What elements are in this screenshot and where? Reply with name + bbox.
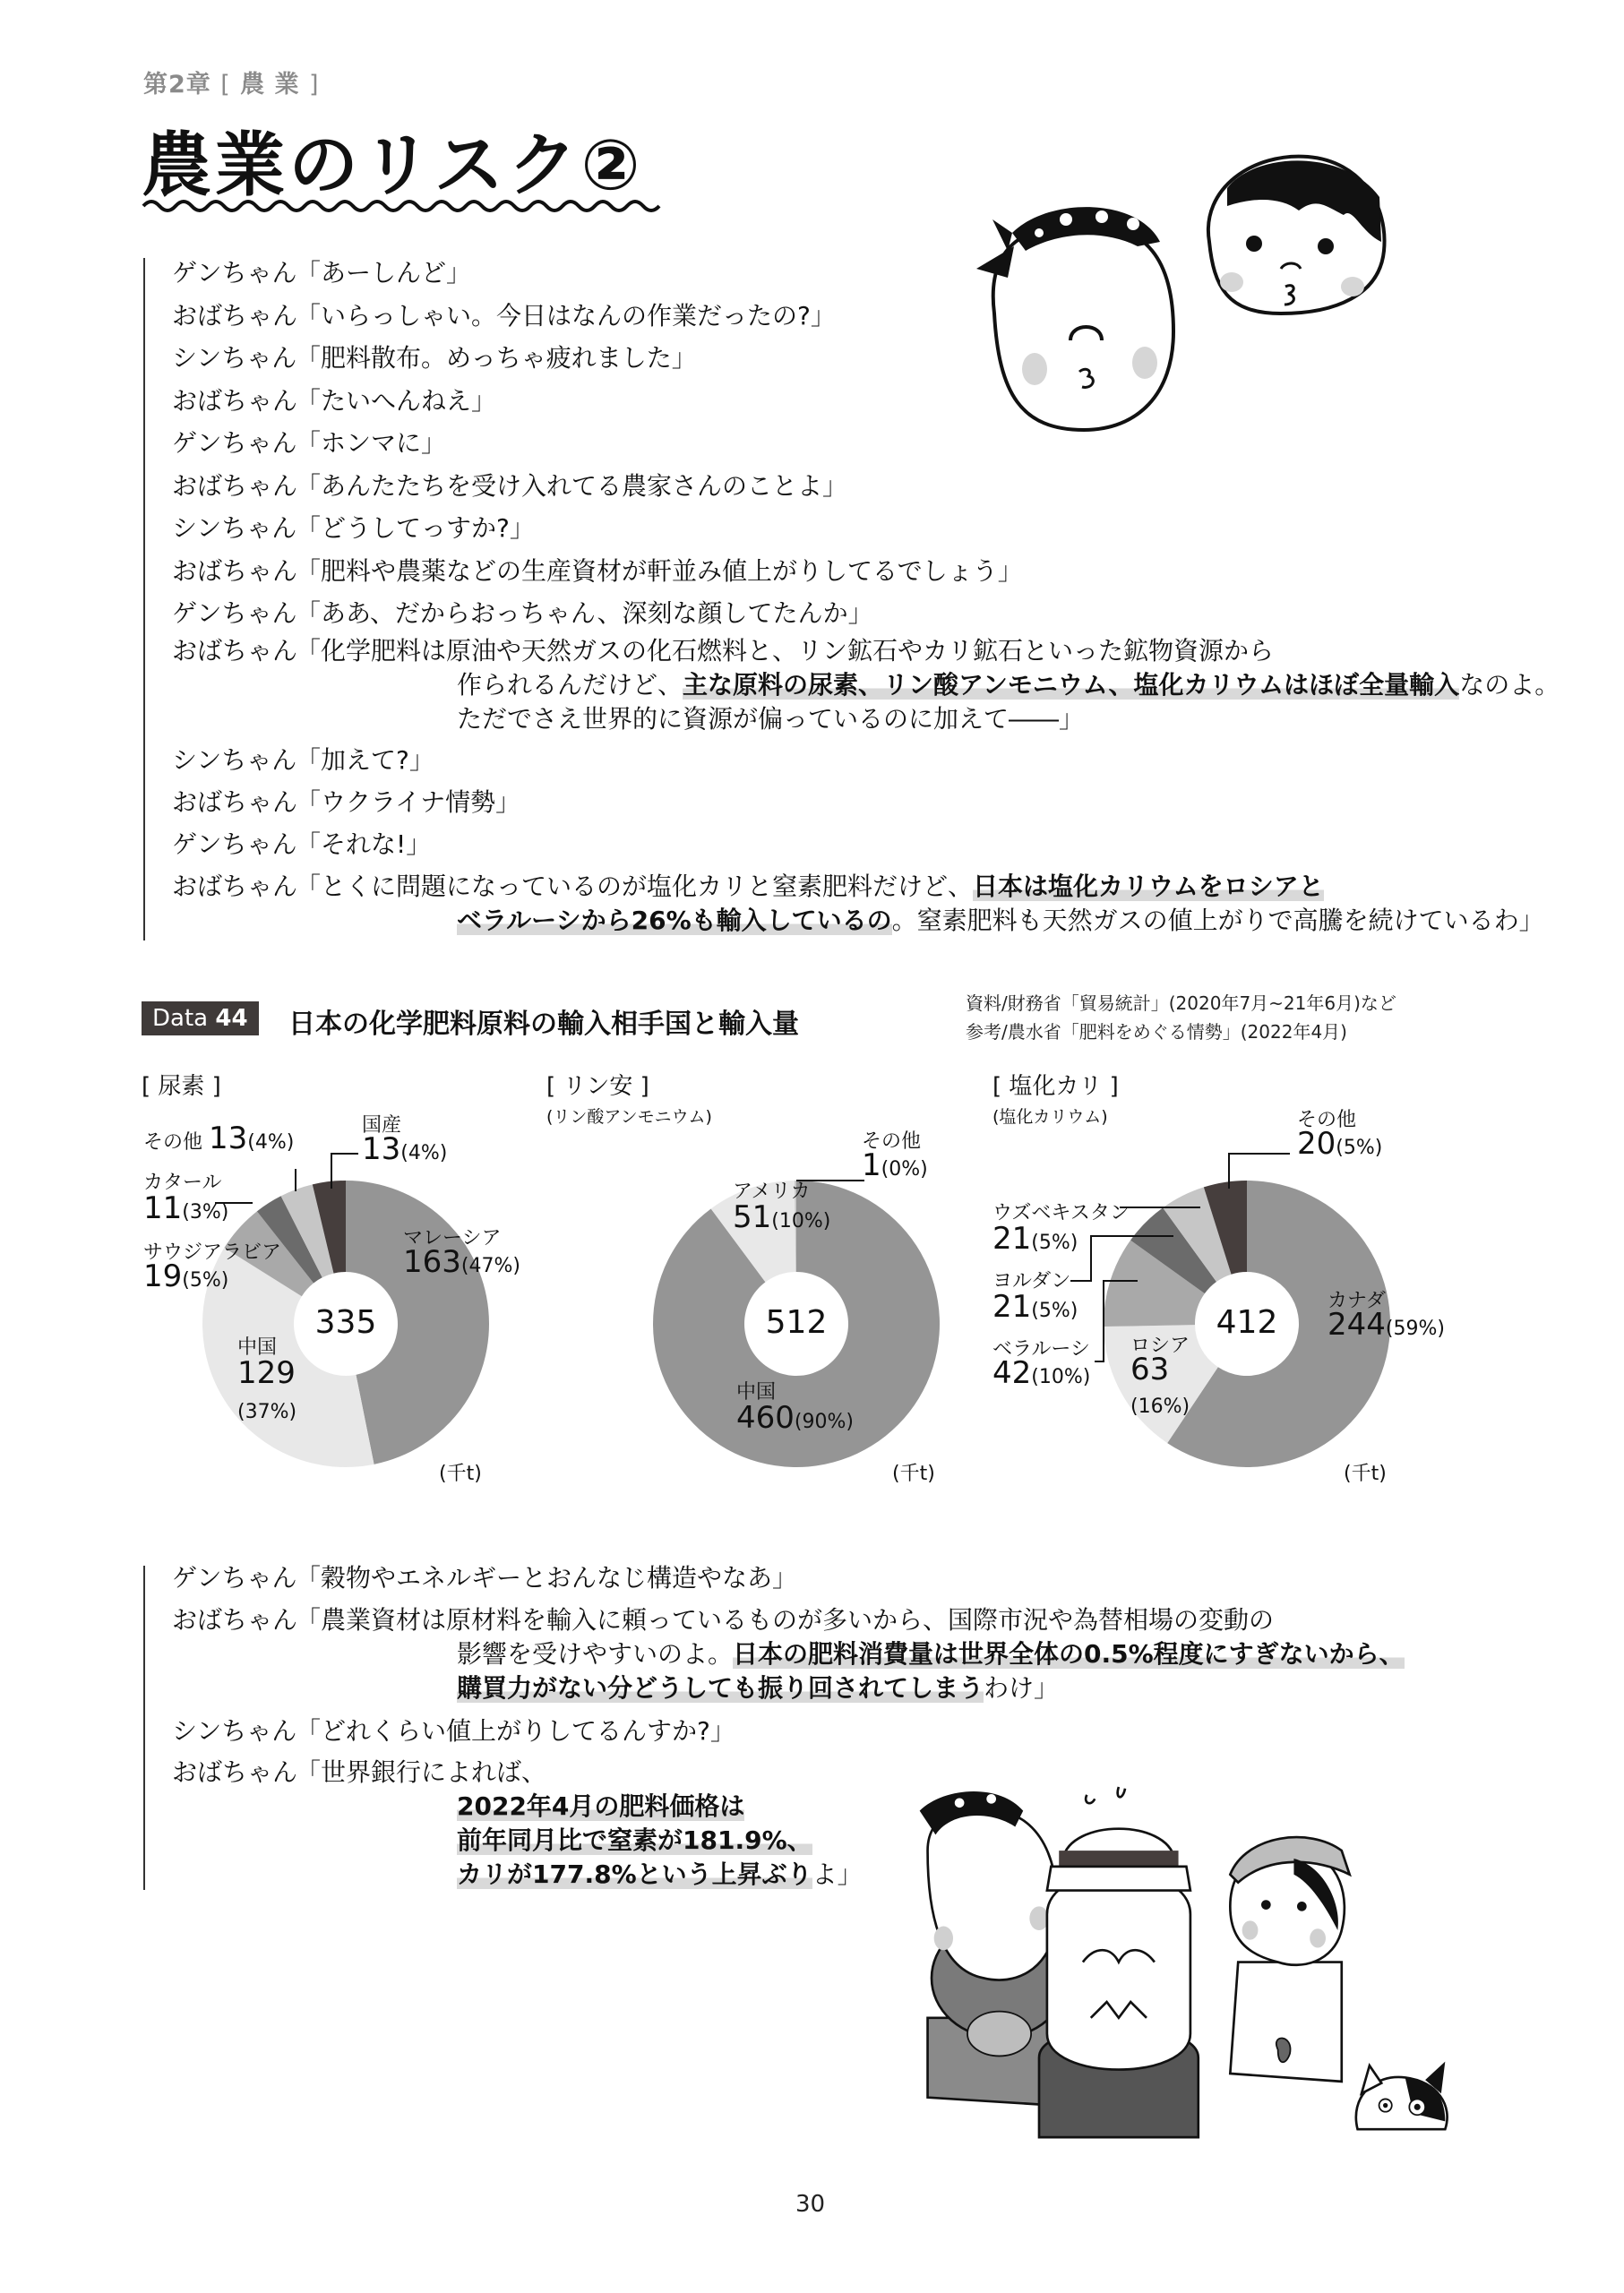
slice-name: その他 bbox=[143, 1131, 203, 1154]
dialogue-line bbox=[172, 829, 431, 860]
dialogue-text: よ」 bbox=[812, 1859, 863, 1889]
unit-label: (千t) bbox=[1344, 1463, 1387, 1485]
dialogue-text: 「ああ、だからおっちゃん、深刻な顔してたんか」 bbox=[296, 598, 873, 628]
slice-percent: (4%) bbox=[247, 1131, 295, 1154]
speaker: おばちゃん bbox=[172, 872, 298, 901]
dialogue-text: 作られるんだけど、 bbox=[457, 670, 683, 700]
slice-value bbox=[992, 1289, 1078, 1325]
dialogue-text: 「とくに問題になっているのが塩化カリと窒素肥料だけど、 bbox=[296, 872, 974, 901]
data-title: 日本の化学肥料原料の輸入相手国と輸入量 bbox=[288, 1009, 799, 1040]
slice-name: マレーシア bbox=[403, 1227, 502, 1250]
speaker: ゲンちゃん bbox=[172, 598, 297, 628]
speaker: おばちゃん bbox=[172, 787, 298, 817]
dialogue-text: 。窒素肥料も天然ガスの値上がりで高騰を続けているわ」 bbox=[891, 906, 1544, 935]
data-source bbox=[966, 989, 1396, 1046]
dialogue-continuation bbox=[457, 1673, 1059, 1704]
slice-percent bbox=[1130, 1396, 1190, 1419]
dialogue-line bbox=[172, 301, 836, 331]
dialogue-text: 「どうしてっすか?」 bbox=[296, 513, 535, 543]
donut-total: 335 bbox=[314, 1304, 377, 1341]
chapter-bracket-close: ] bbox=[308, 71, 320, 99]
speaker: おばちゃん bbox=[172, 385, 298, 416]
emphasis-text: カリが177.8%という上昇ぶり bbox=[457, 1859, 812, 1889]
slice-number: 21 bbox=[992, 1221, 1032, 1257]
dialogue-line bbox=[172, 745, 434, 776]
chart-subtitle: (塩化カリウム) bbox=[992, 1107, 1108, 1127]
dialogue-continuation bbox=[457, 1791, 744, 1822]
slice-percent: (10%) bbox=[771, 1210, 831, 1232]
dialogue-text: 「どれくらい値上がりしてるんすか?」 bbox=[296, 1716, 735, 1746]
unit-label: (千t) bbox=[892, 1463, 935, 1485]
slice-number: 11 bbox=[143, 1190, 183, 1226]
slice-value bbox=[733, 1199, 831, 1235]
slice-percent: (59%) bbox=[1385, 1318, 1445, 1340]
grandpa bbox=[1039, 1787, 1199, 2137]
donut-total: 412 bbox=[1216, 1304, 1278, 1341]
slice-number: 1 bbox=[862, 1147, 881, 1183]
dialogue-line bbox=[172, 258, 471, 288]
speaker: おばちゃん bbox=[172, 636, 298, 666]
speaker: おばちゃん bbox=[172, 1757, 298, 1787]
slice-value bbox=[1297, 1126, 1383, 1162]
slice-percent bbox=[237, 1401, 296, 1424]
dialogue-text: 「世界銀行によれば、 bbox=[296, 1757, 547, 1787]
chapter-bracket-open: [ bbox=[220, 71, 231, 99]
slice-number: 19 bbox=[143, 1258, 183, 1294]
slice-name: カタール bbox=[143, 1172, 222, 1194]
slice-value bbox=[736, 1400, 854, 1436]
dialogue-line bbox=[172, 386, 496, 417]
page-number: 30 bbox=[795, 2191, 826, 2218]
slice-name: ベラルーシ bbox=[992, 1338, 1090, 1361]
speaker: シンちゃん bbox=[172, 745, 297, 775]
dialogue-continuation bbox=[457, 1825, 812, 1856]
slice-value bbox=[143, 1258, 229, 1294]
slice-number: 244 bbox=[1328, 1307, 1386, 1343]
data-badge bbox=[142, 1001, 259, 1035]
slice-value bbox=[1130, 1352, 1170, 1387]
slice-number: 13 bbox=[209, 1121, 248, 1156]
slice-name: アメリカ bbox=[733, 1181, 811, 1203]
dialogue-line bbox=[172, 1563, 797, 1593]
slice-percent: (3%) bbox=[182, 1201, 229, 1224]
slice-name: ロシア bbox=[1130, 1335, 1190, 1357]
slice-percent-text: (37%) bbox=[237, 1401, 297, 1423]
dialogue-continuation bbox=[457, 906, 1544, 936]
emphasis-text: 2022年4月の肥料価格は bbox=[457, 1791, 745, 1821]
dialogue-text: 「肥料散布。めっちゃ疲れました」 bbox=[296, 343, 697, 373]
reference-line: 参考/農水省「肥料をめぐる情勢」(2022年4月) bbox=[966, 1021, 1347, 1043]
dialogue-text: 「化学肥料は原油や天然ガスの化石燃料と、リン鉱石やカリ鉱石といった鉱物資源から bbox=[296, 636, 1275, 666]
slice-percent: (5%) bbox=[1031, 1232, 1078, 1254]
dialogue-line bbox=[172, 428, 446, 459]
chart-title-urea: [ 尿素 ] bbox=[142, 1073, 221, 1100]
speaker: シンちゃん bbox=[172, 1716, 297, 1746]
illustration-farmers bbox=[896, 1756, 1469, 2177]
emphasis-text: 購買力がない分どうしても振り回されてしまう bbox=[457, 1673, 984, 1703]
dialogue-text: 「穀物やエネルギーとおんなじ構造やなあ」 bbox=[296, 1563, 798, 1593]
dialogue-line bbox=[172, 787, 520, 818]
dialogue-text: 「農業資材は原材料を輸入に頼っているものが多いから、国際市況や為替相場の変動の bbox=[296, 1605, 1275, 1635]
dialogue-text: わけ」 bbox=[984, 1673, 1060, 1703]
slice-percent-text: (16%) bbox=[1130, 1396, 1190, 1418]
data-badge-label: Data bbox=[152, 1005, 209, 1032]
emphasis-text: 日本は塩化カリウムをロシアと bbox=[973, 872, 1324, 901]
boy-with-cap bbox=[1230, 1837, 1349, 2082]
dialogue-line bbox=[172, 872, 1324, 902]
speaker: ゲンちゃん bbox=[172, 1563, 297, 1593]
dialogue-line bbox=[172, 556, 1023, 587]
dialogue-text: 「ホンマに」 bbox=[296, 428, 447, 458]
slice-name: サウジアラビア bbox=[143, 1241, 282, 1264]
chart-title-phosphate: [ リン安 ] bbox=[546, 1073, 649, 1100]
dialogue-text: 「肥料や農薬などの生産資材が軒並み値上がりしてるでしょう」 bbox=[296, 555, 1023, 586]
speaker: おばちゃん bbox=[172, 470, 298, 501]
slice-value bbox=[362, 1131, 448, 1167]
slice-percent: (90%) bbox=[794, 1411, 854, 1433]
slice-number: 20 bbox=[1297, 1126, 1336, 1162]
dialogue-line bbox=[172, 1605, 1274, 1636]
chapter-prefix: 第2章 bbox=[143, 71, 211, 99]
slice-number: 21 bbox=[992, 1289, 1032, 1325]
speaker: おばちゃん bbox=[172, 1605, 298, 1635]
slice-percent: (4%) bbox=[400, 1142, 448, 1164]
dialogue-text: 「たいへんねえ」 bbox=[296, 385, 497, 416]
dialogue-rule bbox=[143, 1566, 145, 1890]
slice-value bbox=[992, 1221, 1078, 1257]
slice-name: ヨルダン bbox=[992, 1270, 1071, 1292]
unit-label: (千t) bbox=[439, 1463, 482, 1485]
dialogue-line bbox=[172, 636, 1274, 666]
speaker: おばちゃん bbox=[172, 300, 298, 331]
dialogue-line bbox=[172, 1716, 735, 1747]
dialogue-top bbox=[143, 251, 1560, 940]
source-line: 資料/財務省「貿易統計」(2020年7月~21年6月)など bbox=[966, 992, 1396, 1014]
slice-number: 51 bbox=[733, 1199, 772, 1235]
slice-value bbox=[143, 1190, 229, 1226]
slice-name: ウズベキスタン bbox=[992, 1202, 1130, 1224]
dialogue-line bbox=[172, 343, 697, 374]
slice-name: その他 bbox=[862, 1130, 922, 1153]
slice-name: カナダ bbox=[1328, 1290, 1386, 1312]
slice-name: 中国 bbox=[237, 1336, 278, 1359]
dialogue-line bbox=[172, 1757, 546, 1788]
slice-value bbox=[237, 1355, 296, 1391]
slice-value bbox=[1328, 1307, 1445, 1343]
speaker: おばちゃん bbox=[172, 555, 298, 586]
dialogue-rule bbox=[143, 258, 145, 940]
dialogue-text: 「加えて?」 bbox=[296, 745, 434, 775]
chart-subtitle: (リン酸アンモニウム) bbox=[546, 1107, 712, 1127]
slice-value bbox=[992, 1355, 1091, 1391]
slice-number: 129 bbox=[237, 1355, 296, 1391]
slice-percent: (5%) bbox=[1336, 1137, 1383, 1159]
dialogue-text: 「いらっしゃい。今日はなんの作業だったの?」 bbox=[296, 300, 836, 331]
data-badge-number: 44 bbox=[215, 1005, 248, 1032]
slice-percent: (47%) bbox=[460, 1255, 520, 1277]
speaker: シンちゃん bbox=[172, 513, 297, 543]
dialogue-line bbox=[172, 598, 873, 629]
slice-value bbox=[862, 1147, 928, 1183]
title-wave-underline bbox=[142, 195, 661, 217]
emphasis-text: 主な原料の尿素、リン酸アンモニウム、塩化カリウムはほぼ全量輸入 bbox=[683, 670, 1460, 700]
emphasis-text: 前年同月比で窒素が181.9%、 bbox=[457, 1825, 812, 1855]
chart-title-potash: [ 塩化カリ ] bbox=[992, 1073, 1119, 1100]
speaker: シンちゃん bbox=[172, 343, 297, 373]
dialogue-text: なのよ。 bbox=[1459, 670, 1560, 700]
dialogue-continuation bbox=[457, 704, 1084, 734]
slice-value bbox=[403, 1244, 520, 1280]
dialogue-text: 影響を受けやすいのよ。 bbox=[457, 1639, 734, 1669]
dialogue-text: 「それな!」 bbox=[296, 829, 432, 859]
slice-number: 63 bbox=[1130, 1352, 1170, 1387]
dialogue-text: ただでさえ世界的に資源が偏っているのに加えて――」 bbox=[457, 704, 1085, 734]
chapter-name: 農 業 bbox=[240, 71, 300, 99]
emphasis-text: ベラルーシから26%も輸入しているの bbox=[457, 906, 892, 935]
dialogue-line bbox=[172, 513, 535, 544]
slice-name: その他 bbox=[1297, 1109, 1357, 1131]
slice-number: 42 bbox=[992, 1355, 1032, 1391]
page-title: 農業のリスク② bbox=[142, 125, 644, 206]
slice-number: 13 bbox=[362, 1131, 401, 1167]
dialogue-text: 「あんたたちを受け入れてる農家さんのことよ」 bbox=[296, 470, 848, 501]
slice-number: 163 bbox=[403, 1244, 461, 1280]
slice-percent: (0%) bbox=[881, 1158, 928, 1181]
dialogue-continuation bbox=[457, 1859, 863, 1890]
slice-number: 460 bbox=[736, 1400, 795, 1436]
chapter-label bbox=[143, 64, 320, 99]
dialogue-line bbox=[172, 471, 847, 502]
emphasis-text: 日本の肥料消費量は世界全体の0.5%程度にすぎないから、 bbox=[733, 1639, 1405, 1669]
slice-percent: (10%) bbox=[1031, 1366, 1091, 1388]
dialogue-text: 「あーしんど」 bbox=[296, 258, 472, 288]
donut-total: 512 bbox=[765, 1304, 828, 1341]
cat bbox=[1356, 2062, 1448, 2130]
dialogue-text: 「ウクライナ情勢」 bbox=[296, 787, 521, 817]
slice-name: 中国 bbox=[736, 1381, 777, 1404]
dialogue-continuation bbox=[457, 670, 1560, 700]
dialogue-continuation bbox=[457, 1639, 1405, 1670]
speaker: ゲンちゃん bbox=[172, 258, 297, 288]
speaker: ゲンちゃん bbox=[172, 428, 297, 458]
slice-label bbox=[143, 1121, 295, 1156]
slice-percent: (5%) bbox=[1031, 1300, 1078, 1322]
slice-name: 国産 bbox=[362, 1114, 402, 1137]
speaker: ゲンちゃん bbox=[172, 829, 297, 859]
slice-percent: (5%) bbox=[182, 1269, 229, 1292]
